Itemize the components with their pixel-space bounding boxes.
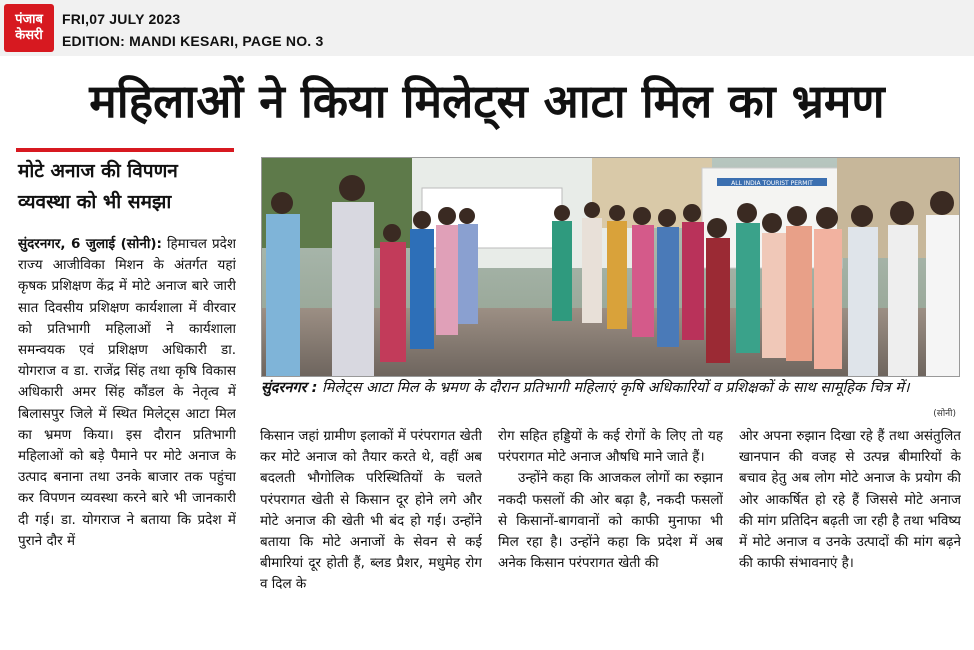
newspaper-logo (4, 4, 54, 52)
edition-info: EDITION: MANDI KESARI, PAGE NO. 3 (62, 33, 324, 49)
logo-line-1: पंजाब (15, 12, 43, 27)
group-photo (261, 157, 960, 377)
edition-meta (62, 8, 323, 52)
caption-text: मिलेट्स आटा मिल के भ्रमण के दौरान प्रतिभागी महिलाएं कृषि अधिकारियों व प्रशिक्षकों के साथ सामूहिक चित्र में। (322, 380, 910, 396)
group-photo-illustration (262, 158, 959, 376)
caption-place: सुंदरनगर : (261, 380, 318, 396)
column-4-text: ओर अपना रुझान दिखा रहे हैं तथा असंतुलित खानपान की वजह से उत्पन्न बीमारियों के बचाव हेतु अब लोग मोटे अनाज के प्रयोग की ओर आकर्षित हो रहे हैं जिससे मोटे अनाज की मांग प्रतिदिन बढ़ती जा रही है तथा भविष्य में मोटे अनाज व उनके उत्पादों की मांग बढ़ने की काफी संभावनाएं है। (739, 428, 961, 572)
column-2-text: किसान जहां ग्रामीण इलाकों में परंपरागत खेती कर मोटे अनाज को तैयार करते थे, वहीं अब बदलती भौगोलिक परिस्थितियों के चलते परंपरागत खेती से किसान दूर होने लगे और मोटे अनाज की खेती भी बंद हो गई। उन्होंने बताया कि मोटे अनाजों के सेवन से कई बीमारियां दूर होती हैं, ब्लड प्रैशर, मधुमेह रोग व दिल के (260, 428, 482, 593)
article-headline: महिलाओं ने किया मिलेट्स आटा मिल का भ्रमण (89, 74, 885, 128)
article-dateline: सुंदरनगर, 6 जुलाई (सोनी): (18, 236, 162, 252)
article-column-3 (498, 426, 723, 648)
column-3-paragraph-2: उन्होंने कहा कि आजकल लोगों का रुझान नकदी फसलों की ओर बढ़ा है, नकदी फसलों से किसानों-बागवानों को काफी मुनाफा भी मिल रहा है। उन्होंने कहा कि प्रदेश में अब अनेक किसान परंपरागत खेती की (498, 470, 723, 572)
column-1-text: हिमाचल प्रदेश राज्य आजीविका मिशन के अंतर्गत यहां कृषक प्रशिक्षण केंद्र में मोटे अनाज बारे जारी सात दिवसीय प्रशिक्षण कार्यशाला में वीरवार को प्रतिभागी महिलाओं ने कार्यशाला समन्वयक एवं प्रशिक्षण अधिकारी डा. योगराज व डा. राजेंद्र सिंह तथा कृषि विकास अधिकारी अमर सिंह कौंडल के नेतृत्व में बिलासपुर जिले में स्थित मिलेट्स आटा मिल का भ्रमण किया। इस दौरान प्रतिभागी महिलाओं को बड़े पैमाने पर मोटे अनाज के उत्पाद बनाना तथा उनके बाजार तक पहुंचा कर विपणन व्यवस्था करने बारे भी जानकारी दी गई। डा. योगराज ने बताया कि प्रदेश में पुराने दौर में (18, 236, 236, 549)
subheadline-accent-bar (16, 148, 234, 152)
article-subheadline: मोटे अनाज की विपणन व्यवस्था को भी समझा (18, 160, 178, 213)
column-3-paragraph-1: रोग सहित हड्डियों के कई रोगों के लिए तो यह परंपरागत मोटे अनाज औषधि माने जाते हैं। (498, 428, 723, 466)
article-column-1 (18, 234, 236, 648)
photo-caption (261, 377, 958, 399)
article-column-2 (260, 426, 482, 648)
photo-credit: (सोनी) (933, 409, 956, 419)
publication-date: FRI,07 JULY 2023 (62, 11, 181, 27)
bus-permit-sign: ALL INDIA TOURIST PERMIT (731, 180, 813, 187)
logo-line-2: केसरी (15, 28, 43, 43)
article-column-4 (739, 426, 961, 648)
